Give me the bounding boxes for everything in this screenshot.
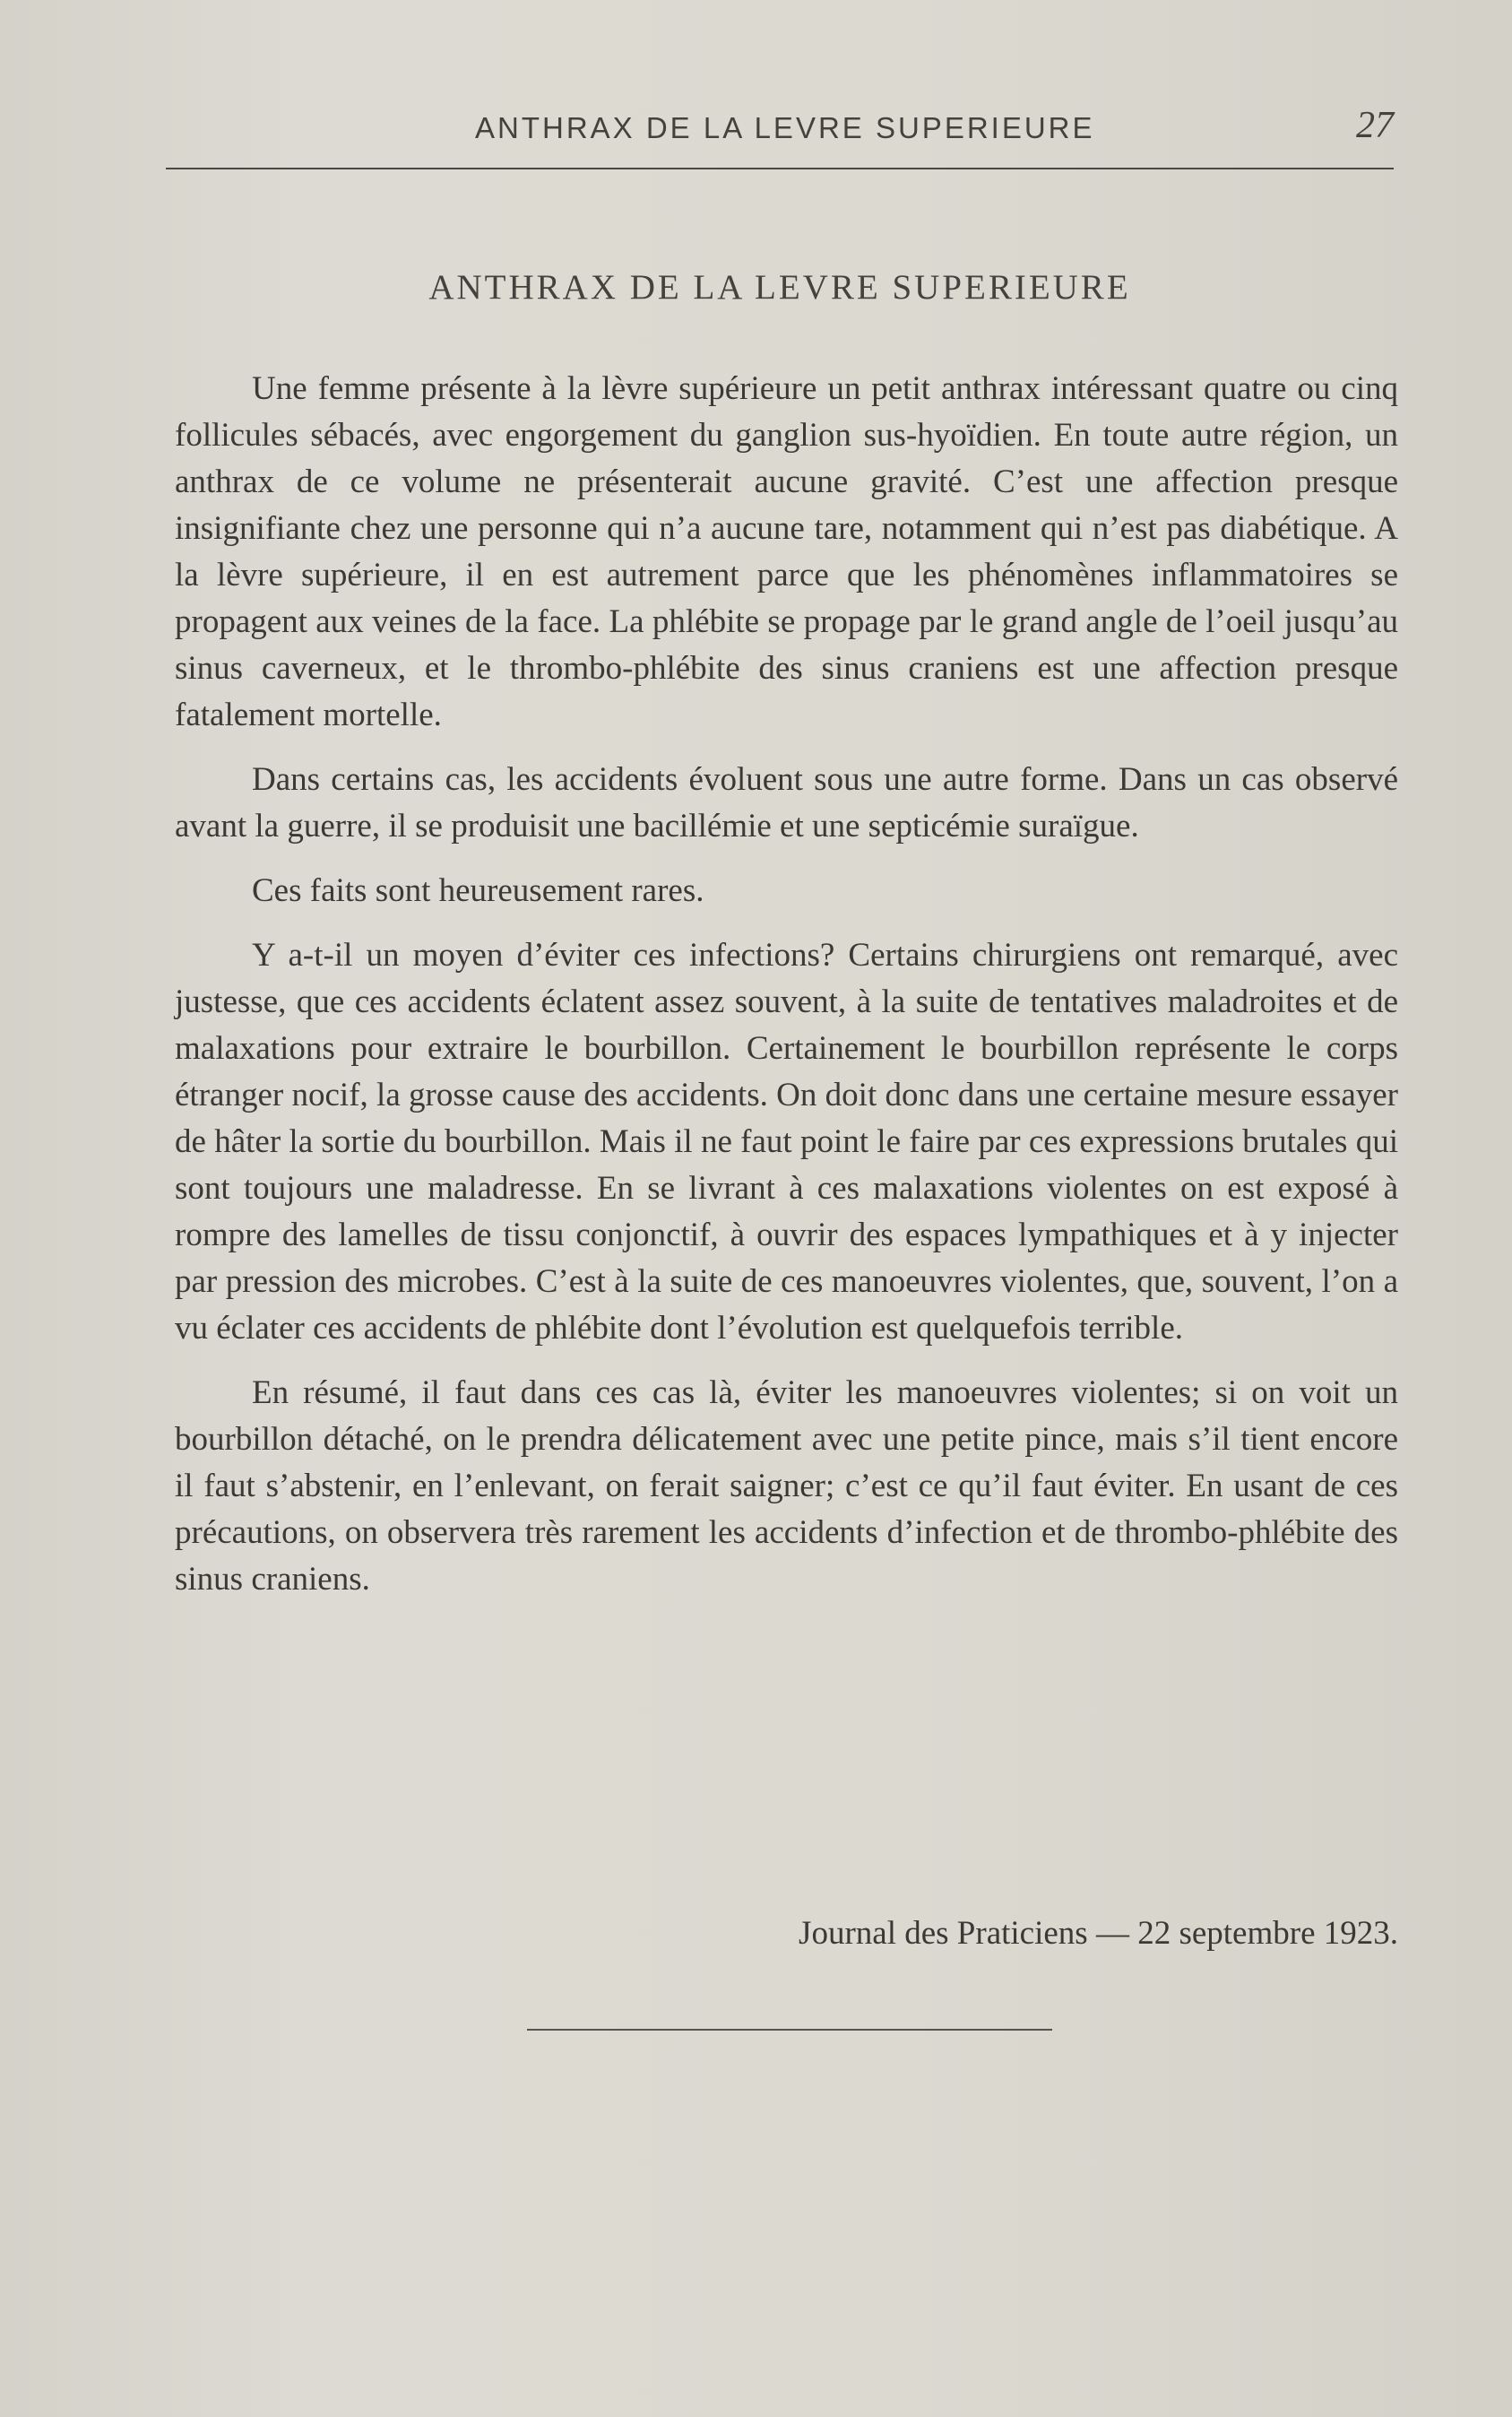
running-title: ANTHRAX DE LA LEVRE SUPERIEURE [475,111,1095,144]
paragraph-2: Dans certains cas, les accidents évoluent sous une autre forme. Dans un cas observé avant la guerre, il se produisit une bacillémie et une septicémie suraïgue. [175,761,1398,845]
end-rule [527,2029,1052,2031]
source-citation: Journal des Praticiens — 22 septembre 1923. [799,1915,1398,1952]
article-title: ANTHRAX DE LA LEVRE SUPERIEURE [428,268,1131,307]
paragraph-4: Y a-t-il un moyen d’éviter ces infections? Certains chirurgiens ont remarqué, avec justesse, que ces accidents éclatent assez souvent, à la suite de tentatives maladroites et de malaxations pour extraire le bourbillon. Certainement le bourbillon représente le corps étranger nocif, la grosse cause des accidents. On doit donc dans une certaine mesure essayer de hâter la sortie du bourbillon. Mais il ne faut point le faire par ces expressions brutales qui sont toujours une maladresse. En se livrant à ces malaxations violentes on est exposé à rompre des lamelles de tissu conjonctif, à ouvrir des espaces lympathiques et à y injecter par pression des microbes. C’est à la suite de ces manoeuvres violentes, que, souvent, l’on a vu éclater ces accidents de phlébite dont l’évolution est quelquefois terrible. [175,937,1398,1347]
article-body [175,366,1398,1621]
running-header [166,99,1394,152]
paragraph-3: Ces faits sont heureusement rares. [252,872,704,909]
header-rule [166,168,1394,169]
page-number: 27 [1356,105,1394,146]
paragraph-5: En résumé, il faut dans ces cas là, éviter les manoeuvres violentes; si on voit un bourbillon détaché, on le prendra délicatement avec une petite pince, mais s’il tient encore il faut s’abstenir, en l’enlevant, on ferait saigner; c’est ce qu’il faut éviter. En usant de ces précautions, on observera très rarement les accidents d’infection et de thrombo-phlébite des sinus craniens. [175,1374,1398,1598]
paragraph-1: Une femme présente à la lèvre supérieure un petit anthrax intéressant quatre ou cinq follicules sébacés, avec engorgement du ganglion sus-hyoïdien. En toute autre région, un anthrax de ce volume ne présenterait aucune gravité. C’est une affection presque insignifiante chez une personne qui n’a aucune tare, notamment qui n’est pas diabétique. A la lèvre supérieure, il en est autrement parce que les phénomènes inflammatoires se propagent aux veines de la face. La phlébite se propage par le grand angle de l’oeil jusqu’au sinus caverneux, et le thrombo-phlébite des sinus craniens est une affection presque fatalement mortelle. [175,370,1398,733]
